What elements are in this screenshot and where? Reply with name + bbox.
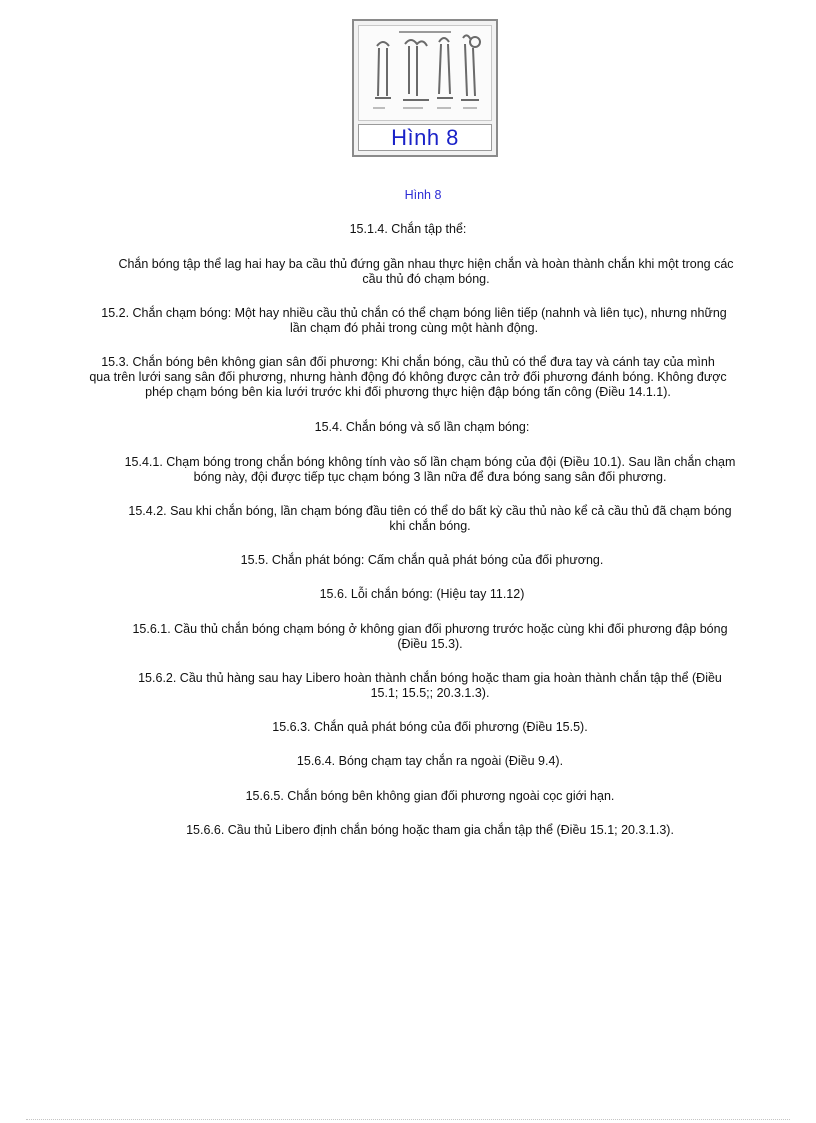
paragraph-line: 15.2. Chắn chạm bóng: Một hay nhiều cầu thủ chắn có thể chạm bóng liên tiếp (nahnh và liên tục), nhưng những [101,306,727,320]
paragraph-line: cầu thủ đó chạm bóng. [362,272,490,286]
section-15-4-heading-text: 15.4. Chắn bóng và số lần chạm bóng: [314,420,530,434]
paragraph-line: 15.6.2. Cầu thủ hàng sau hay Libero hoàn thành chắn bóng hoặc tham gia hoàn thành chắn tập thể (Điều [138,671,722,685]
paragraph-15-2 [6,306,816,336]
paragraph-15-3 [0,355,816,400]
paragraph-15-6-6 [22,823,816,838]
hand-signal-illustration [358,25,492,121]
paragraph-line: 15.5. Chắn phát bóng: Cấm chắn quả phát bóng của đối phương. [240,553,604,567]
paragraph-line: phép chạm bóng bên kia lưới trước khi đối phương thực hiện đập bóng tấn công (Điều 14.1.1). [145,385,671,399]
paragraph-15-4-1 [22,455,816,485]
paragraph-line: lần chạm đó phải trong cùng một hành động. [289,321,539,335]
paragraph-line: 15.6.1. Cầu thủ chắn bóng chạm bóng ở không gian đối phương trước hoặc cùng khi đối phương đập bóng [132,622,728,636]
figure-label: Hình 8 [358,124,492,151]
section-15-4-heading [14,420,816,435]
paragraph-15-6-4 [22,754,816,769]
paragraph-line: 15.6.5. Chắn bóng bên không gian đối phương ngoài cọc giới hạn. [245,789,615,803]
paragraph-15-6-1 [22,622,816,652]
section-15-1-4-heading [0,222,816,237]
figure-caption: Hình 8 [404,188,442,202]
referee-signal-drawing [359,26,491,120]
paragraph-collective-block [18,257,816,287]
paragraph-line: qua trên lưới sang sân đối phương, nhưng hành động đó không được cản trở đối phương đánh bóng. Không được [89,370,727,384]
page-bottom-divider [26,1119,790,1120]
paragraph-line: 15.6.4. Bóng chạm tay chắn ra ngoài (Điều 9.4). [296,754,564,768]
paragraph-line: 15.4.2. Sau khi chắn bóng, lần chạm bóng đầu tiên có thể do bất kỳ cầu thủ nào kể cả cầu thủ đã chạm bóng [128,504,732,518]
paragraph-line: 15.6.6. Cầu thủ Libero định chắn bóng hoặc tham gia chắn tập thể (Điều 15.1; 20.3.1.3). [186,823,674,837]
paragraph-line: Chắn bóng tập thể lag hai hay ba cầu thủ đứng gần nhau thực hiện chắn và hoàn thành chắn khi một trong các [118,257,734,271]
paragraph-line: 15.1; 15.5;; 20.3.1.3). [370,686,490,700]
paragraph-line: 15.3. Chắn bóng bên không gian sân đối phương: Khi chắn bóng, cầu thủ có thể đưa tay và cánh tay của mình [101,355,715,369]
paragraph-line: (Điều 15.3). [397,637,463,651]
paragraph-line: bóng này, đội được tiếp tục chạm bóng 3 lần nữa để đưa bóng sang sân đối phương. [193,470,667,484]
section-15-6-heading [14,587,816,602]
paragraph-15-6-2 [22,671,816,701]
paragraph-line: 15.4.1. Chạm bóng trong chắn bóng không tính vào số lần chạm bóng của đội (Điều 10.1). Sau lần chắn chạm [124,455,736,469]
section-15-1-4-heading-text: 15.1.4. Chắn tập thể: [349,222,467,236]
paragraph-15-6-3 [22,720,816,735]
paragraph-line: khi chắn bóng. [389,519,471,533]
section-15-6-heading-text: 15.6. Lỗi chắn bóng: (Hiệu tay 11.12) [319,587,525,601]
paragraph-15-4-2 [22,504,816,534]
figure-image [352,19,498,157]
paragraph-15-5 [14,553,816,568]
paragraph-line: 15.6.3. Chắn quả phát bóng của đối phương (Điều 15.5). [272,720,588,734]
paragraph-15-6-5 [22,789,816,804]
